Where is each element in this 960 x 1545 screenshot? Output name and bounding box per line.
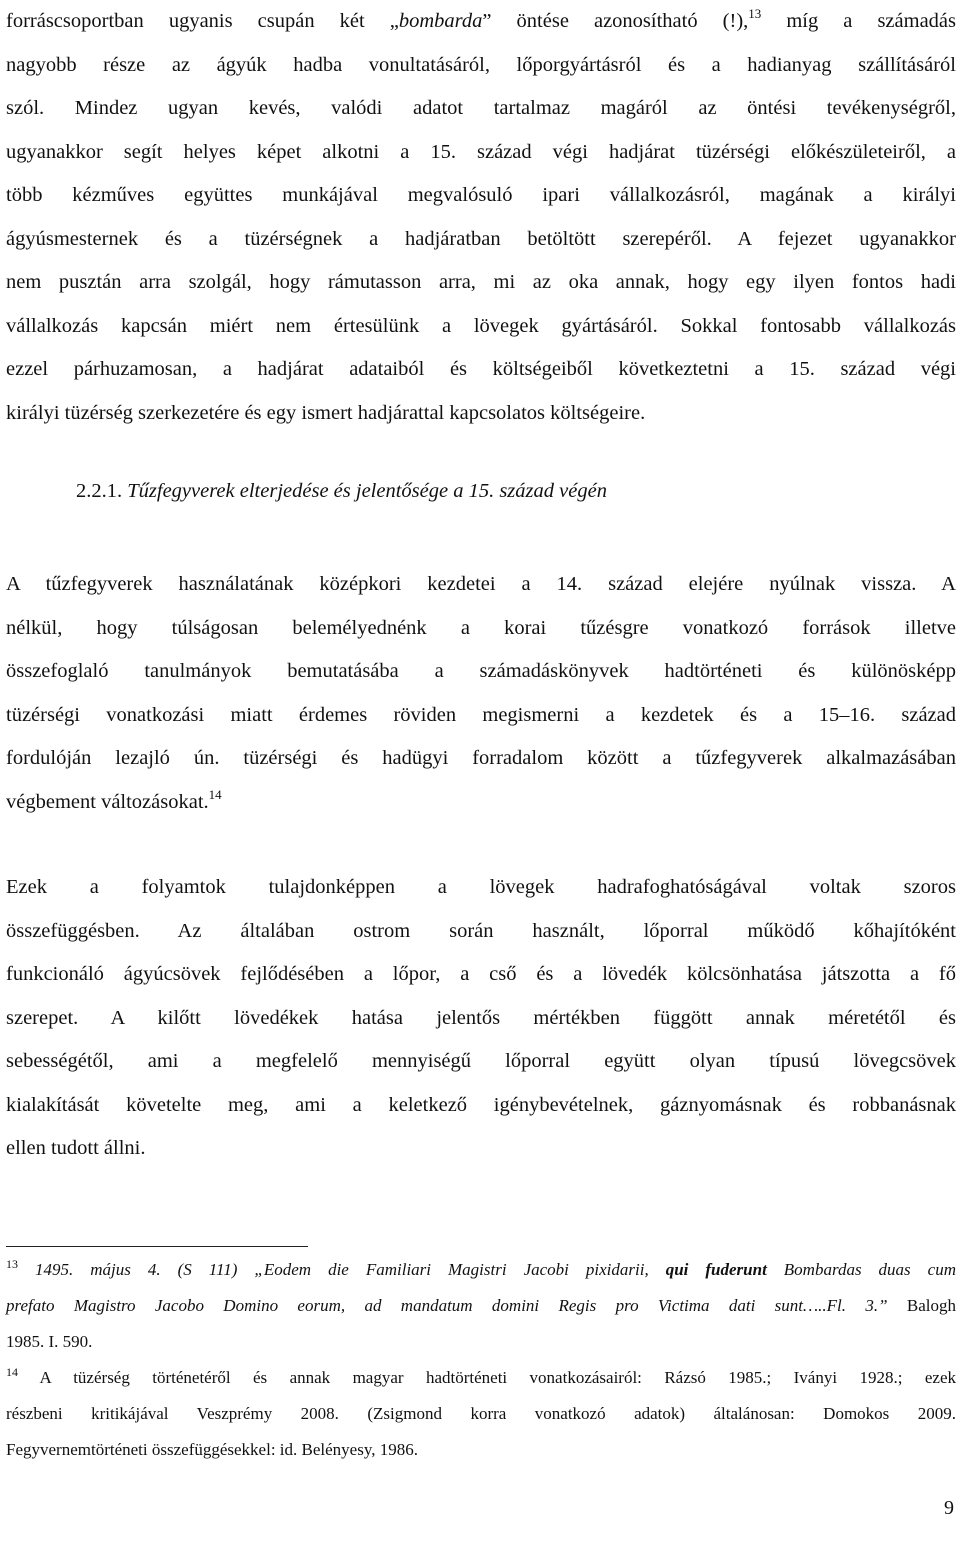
italic-term: bombarda [398,10,483,32]
section-number: 2.2.1. [76,480,123,502]
paragraph-line: tüzérségi vonatkozási miatt érdemes röviden megismerni a kezdetek és a 15–16. század [6,703,956,726]
paragraph-line: nagyobb része az ágyúk hadba vonultatásáról, lőporgyártásról és a hadianyag szállításáról [6,53,956,76]
paragraph-line: A tűzfegyverek használatának középkori kezdetei a 14. század elejére nyúlnak vissza. A [6,573,956,595]
section-title: Tűzfegyverek elterjedése és jelentősége a 15. század végén [127,480,607,502]
paragraph-line: ellen tudott állni. [6,1137,146,1159]
paragraph-line: ugyanakkor segít helyes képet alkotni a 15. század végi hadjárat tüzérségi előkészületeiről, a [6,140,956,163]
paragraph-line: ezzel párhuzamosan, a hadjárat adataiból és költségeiből következtetni a 15. század végi [6,358,956,380]
footnote-line: 1985. I. 590. [6,1332,93,1351]
footnote-line: Fegyvernemtörténeti összefüggésekkel: id. Belényesy, 1986. [6,1440,418,1459]
paragraph-line: fordulóján lezajló ún. tüzérségi és hadügyi forradalom között a tűzfegyverek alkalmazásában [6,747,956,769]
paragraph-line: nem pusztán arra szolgál, hogy rámutasson arra, mi az oka annak, hogy egy ilyen fontos hadi [6,271,956,293]
footnote-reference-14[interactable]: 14 [208,786,222,802]
paragraph-line: szól. Mindez ugyan kevés, valódi adatot tartalmaz magáról az öntési tevékenységről, [6,97,956,119]
paragraph-2 [6,563,956,824]
footnote-separator [6,1246,308,1247]
paragraph-line: kialakítását követelte meg, ami a keletkező igénybevételnek, gáznyomásnak és robbanásnak [6,1093,956,1116]
footnote-line: prefato Magistro Jacobo Domino eorum, ad mandatum domini Regis pro Victima dati sunt…..Fl. 3.” Balogh [6,1296,956,1315]
paragraph-line: több kézműves együttes munkájával megvalósuló ipari vállalkozásról, magának a királyi [6,184,956,206]
paragraph-line: nélkül, hogy túlságosan belemélyednénk a korai tűzésgre vonatkozó források illetve [6,616,956,639]
paragraph-line: összefüggésben. Az általában ostrom során használt, lőporral működő kőhajítóként [6,919,956,942]
paragraph-line: ágyúsmesternek és a tüzérségnek a hadjáratban betöltött szerepéről. A fejezet ugyanakkor [6,227,956,250]
paragraph-line: sebességétől, ami a megfelelő mennyiségű lőporral együtt olyan típusú lövegcsövek [6,1050,956,1072]
paragraph-line: szerepet. A kilőtt lövedékek hatása jelentős mértékben függött annak méretétől és [6,1006,956,1029]
footnote-mark: 13 [6,1257,18,1271]
paragraph-1 [6,0,956,435]
paragraph-3 [6,866,956,1171]
footnote-14 [6,1360,956,1468]
paragraph-line: végbement változásokat.$^{14}$ [6,786,222,813]
footnote-line: $^{13}$ 1495. május 4. (S 111) „Eodem die Familiari Magistri Jacobi pixidarii, qui fuderunt Bombardas duas cum [6,1257,956,1279]
section-heading [76,480,607,503]
paragraph-line: funkcionáló ágyúcsövek fejlődésében a lőpor, a cső és a lövedék kölcsönhatása játszotta a fő [6,963,956,985]
page-number: 9 [944,1497,954,1519]
paragraph-line: vállalkozás kapcsán miért nem értesülünk a lövegek gyártásáról. Sokkal fontosabb vállalkozás [6,314,956,337]
footnote-line: $^{14}$ A tüzérség történetéről és annak magyar hadtörténeti vonatkozásairól: Rázsó 1985.; Iványi 1928.; ezek [6,1365,956,1387]
footnote-13 [6,1252,956,1360]
footnote-mark: 14 [6,1365,18,1379]
paragraph-line: Ezek a folyamtok tulajdonképpen a lövegek hadrafoghatóságával voltak szoros [6,876,956,898]
paragraph-line: forráscsoportban ugyanis csupán két „bombarda” öntése azonosítható (!),$^{13}$ míg a számadás [6,6,956,32]
footnote-reference-13[interactable]: 13 [748,6,762,21]
footnote-line: részbeni kritikájával Veszprémy 2008. (Zsigmond korra vonatkozó adatok) általánosan: Domokos 2009. [6,1404,956,1423]
paragraph-line: királyi tüzérség szerkezetére és egy ismert hadjárattal kapcsolatos költségeire. [6,401,646,424]
paragraph-line: összefoglaló tanulmányok bemutatásába a számadáskönyvek hadtörténeti és különösképp [6,660,956,682]
